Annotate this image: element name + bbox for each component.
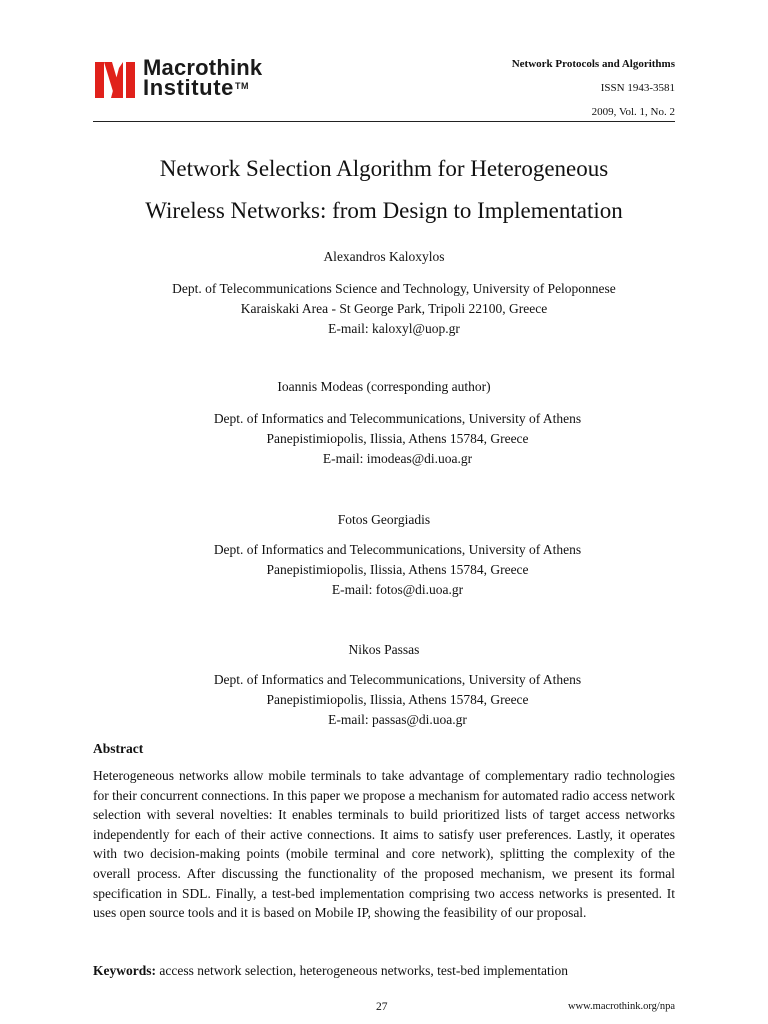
author-email: E-mail: kaloxyl@uop.gr xyxy=(328,321,460,336)
logo-institute-word: Institute xyxy=(143,75,234,100)
affiliation-department: Dept. of Telecommunications Science and Technology, University of Peloponnese xyxy=(172,281,616,296)
journal-issn: ISSN 1943-3581 xyxy=(600,82,675,94)
macrothink-logo-mark-icon xyxy=(93,56,137,100)
affiliation-department: Dept. of Informatics and Telecommunications, University of Athens xyxy=(213,542,582,557)
affiliation-address: Karaiskaki Area - St George Park, Tripoli 22100, Greece xyxy=(240,301,548,316)
author-email: E-mail: passas@di.uoa.gr xyxy=(328,712,467,727)
journal-name: Network Protocols and Algorithms xyxy=(511,58,675,70)
author-name: Alexandros Kaloxylos xyxy=(323,249,445,264)
paper-title-line-1: Network Selection Algorithm for Heterogeneous xyxy=(159,156,609,181)
keywords-label: Keywords: xyxy=(93,963,156,978)
affiliation-address: Panepistimiopolis, Ilissia, Athens 15784, Greece xyxy=(266,431,529,446)
keywords-text: access network selection, heterogeneous networks, test-bed implementation xyxy=(159,963,568,978)
author-name: Nikos Passas xyxy=(348,642,420,657)
abstract-body: Heterogeneous networks allow mobile terminals to take advantage of complementary radio technologies for their concurrent connections. In this paper we propose a mechanism for automated radio access network selection with several novelties: It enables terminals to build prioritized lists of target access networks independently for each of their active connections. It aims to satisfy user preferences. Lastly, it operates with two decision-making points (mobile terminal and core network), splitting the complexity of the overall process. After discussing the functionality of the proposed mechanism, we present its formal specification in SDL. Finally, a test-bed implementation comprising two access networks is presented. It uses open source tools and it is based on Mobile IP, showing the feasibility of our proposal. xyxy=(93,768,675,921)
keywords xyxy=(93,963,568,979)
paper-title-line-2: Wireless Networks: from Design to Implementation xyxy=(145,198,623,223)
page-number: 27 xyxy=(376,1001,388,1013)
author-affiliation xyxy=(160,670,635,730)
author-name: Fotos Georgiadis xyxy=(337,512,431,527)
trademark-symbol: TM xyxy=(234,81,250,91)
author-name: Ioannis Modeas (corresponding author) xyxy=(277,379,491,394)
affiliation-department: Dept. of Informatics and Telecommunications, University of Athens xyxy=(213,672,582,687)
journal-issue: 2009, Vol. 1, No. 2 xyxy=(591,106,675,118)
paper-title xyxy=(60,148,708,232)
journal-info xyxy=(512,52,675,124)
author-affiliation xyxy=(160,409,635,469)
abstract-heading: Abstract xyxy=(93,741,144,756)
logo-line-macrothink: Macrothink xyxy=(143,55,263,80)
affiliation-address: Panepistimiopolis, Ilissia, Athens 15784, Greece xyxy=(266,562,529,577)
header-divider xyxy=(93,121,675,122)
logo-wordmark xyxy=(143,55,263,100)
author-affiliation xyxy=(120,279,668,339)
publisher-logo xyxy=(93,55,293,101)
author-affiliation xyxy=(160,540,635,600)
affiliation-address: Panepistimiopolis, Ilissia, Athens 15784, Greece xyxy=(266,692,529,707)
footer-url[interactable]: www.macrothink.org/npa xyxy=(567,1001,675,1012)
logo-line-institute xyxy=(143,75,262,100)
author-email: E-mail: imodeas@di.uoa.gr xyxy=(322,451,473,466)
affiliation-department: Dept. of Informatics and Telecommunications, University of Athens xyxy=(213,411,582,426)
author-email: E-mail: fotos@di.uoa.gr xyxy=(331,582,464,597)
